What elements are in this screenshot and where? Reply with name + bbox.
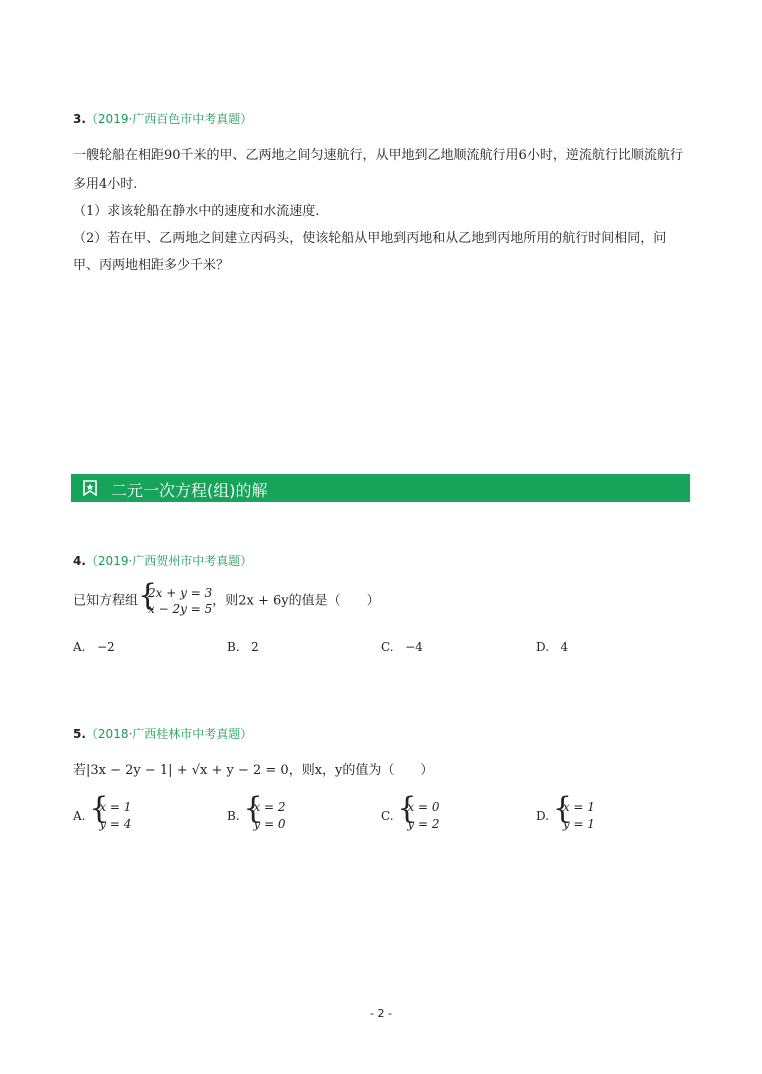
q4-number: 4. bbox=[73, 554, 86, 568]
q5-option-a[interactable]: A. { x = 1 y = 4 bbox=[73, 791, 132, 831]
q4-prefix: 已知方程组 bbox=[73, 593, 139, 609]
q3-part2b: 甲、丙两地相距多少千米？ bbox=[73, 258, 230, 273]
q5-stem: 若|3x − 2y − 1| + √x + y − 2 = 0，则x，y的值为（ ） bbox=[73, 763, 434, 778]
q3-line2: 多用4小时. bbox=[73, 177, 138, 192]
q5-option-d[interactable]: D. { x = 1 y = 1 bbox=[536, 791, 595, 831]
q4-eq1: 2x + y = 3 bbox=[148, 586, 213, 600]
page-number: - 2 - bbox=[370, 1007, 392, 1020]
q3-header bbox=[73, 110, 252, 127]
q4-option-b[interactable]: B. 2 bbox=[227, 640, 259, 654]
q3-line1: 一艘轮船在相距90千米的甲、乙两地之间匀速航行，从甲地到乙地顺流航行用6小时，逆流航行比顺流航行 bbox=[73, 148, 683, 163]
q4-option-a[interactable]: A. −2 bbox=[73, 640, 115, 654]
q5-header bbox=[73, 725, 252, 742]
q3-part1: （1）求该轮船在静水中的速度和水流速度. bbox=[73, 204, 320, 219]
q4-suffix: ，则2x + 6y的值是（ ） bbox=[212, 593, 380, 609]
q4-option-c[interactable]: C. −4 bbox=[381, 640, 423, 654]
q5-option-b[interactable]: B. { x = 2 y = 0 bbox=[227, 791, 286, 831]
q5-option-c[interactable]: C. { x = 0 y = 2 bbox=[381, 791, 440, 831]
q4-source: （2019·广西贺州市中考真题） bbox=[85, 554, 253, 568]
q4-stem bbox=[73, 578, 380, 617]
q4-header bbox=[73, 552, 252, 569]
q5-number: 5. bbox=[73, 727, 86, 741]
q5-source: （2018·广西桂林市中考真题） bbox=[85, 727, 253, 741]
q3-part2a: （2）若在甲、乙两地之间建立丙码头，使该轮船从甲地到丙地和从乙地到丙地所用的航行时间相同，问 bbox=[73, 231, 667, 246]
section-banner bbox=[71, 474, 690, 502]
q3-source: （2019·广西百色市中考真题） bbox=[85, 112, 253, 126]
q4-eq2: x − 2y = 5 bbox=[148, 602, 213, 616]
bookmark-star-icon bbox=[83, 480, 97, 496]
section-title: 二元一次方程(组)的解 bbox=[111, 481, 268, 500]
q4-option-d[interactable]: D. 4 bbox=[536, 640, 569, 654]
q4-equation-system: { 2x + y = 3 x − 2y = 5 bbox=[138, 578, 213, 616]
q3-number: 3. bbox=[73, 112, 86, 126]
